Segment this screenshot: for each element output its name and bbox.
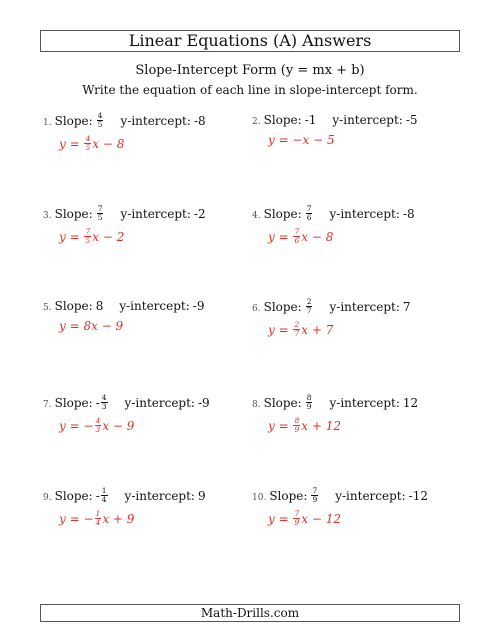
answer-suffix: x + 9	[102, 512, 135, 526]
answer-equation	[268, 229, 462, 246]
slope-fraction	[306, 394, 313, 411]
answer-prefix: y = −	[59, 512, 94, 526]
answer-fraction	[95, 510, 102, 527]
slope-fraction-denominator: 3	[101, 402, 107, 411]
slope-label: Slope:	[263, 396, 302, 410]
intercept-group	[120, 207, 205, 221]
answer-equation	[59, 418, 253, 435]
problem-prompt	[43, 488, 253, 505]
slope-fraction-numerator: 8	[306, 393, 312, 402]
answer-prefix: y = 8x − 9	[59, 319, 124, 333]
intercept-value: 9	[197, 489, 206, 503]
intercept-label: y-intercept:	[124, 489, 195, 503]
slope-fraction-denominator: 9	[306, 402, 312, 411]
slope-label: Slope:	[263, 300, 302, 314]
answer-fraction-numerator: 4	[95, 416, 101, 425]
slope-fraction-denominator: 5	[97, 120, 103, 129]
slope-fraction	[101, 487, 108, 504]
slope-fraction-numerator: 4	[97, 111, 103, 120]
slope-sign: -	[95, 489, 100, 503]
footer: Math-Drills.com	[40, 604, 460, 622]
problem-item	[252, 299, 462, 339]
slope-fraction	[306, 205, 313, 222]
slope-fraction-numerator: 1	[101, 486, 107, 495]
intercept-value: -2	[193, 207, 206, 221]
problem-number: 6.	[252, 304, 261, 314]
answer-fraction-numerator: 4	[85, 134, 91, 143]
answer-fraction	[293, 417, 300, 434]
slope-label: Slope:	[54, 396, 93, 410]
slope-fraction-numerator: 7	[97, 204, 103, 213]
answer-fraction-numerator: 1	[95, 509, 101, 518]
answer-suffix: x − 12	[301, 512, 341, 526]
slope-label: Slope:	[263, 207, 302, 221]
answer-fraction-denominator: 7	[294, 329, 300, 338]
intercept-label: y-intercept:	[120, 207, 191, 221]
problem-prompt	[252, 299, 462, 316]
slope-label: Slope:	[263, 113, 302, 127]
problem-prompt	[43, 206, 253, 223]
problem-prompt	[43, 395, 253, 412]
answer-equation	[59, 319, 253, 333]
intercept-label: y-intercept:	[329, 207, 400, 221]
intercept-value: -9	[197, 396, 210, 410]
problem-prompt	[43, 113, 253, 130]
problem-prompt	[252, 113, 462, 127]
intercept-value: -9	[192, 299, 205, 313]
slope-label: Slope:	[54, 114, 93, 128]
answer-prefix: y =	[268, 419, 293, 433]
problem-item	[43, 206, 253, 246]
intercept-label: y-intercept:	[124, 396, 195, 410]
slope-fraction-denominator: 6	[306, 213, 312, 222]
answer-prefix: y = −	[59, 419, 94, 433]
answer-suffix: x + 7	[301, 323, 334, 337]
intercept-value: -12	[408, 489, 428, 503]
answer-fraction-denominator: 5	[85, 143, 91, 152]
intercept-label: y-intercept:	[329, 396, 400, 410]
problem-item	[252, 488, 462, 528]
slope-fraction-denominator: 7	[306, 306, 312, 315]
problem-item	[43, 113, 253, 153]
intercept-group	[332, 113, 417, 127]
answer-equation	[59, 136, 253, 153]
slope-fraction	[311, 487, 318, 504]
problem-item	[252, 395, 462, 435]
answer-fraction-denominator: 3	[95, 425, 101, 434]
slope-fraction-denominator: 9	[312, 495, 318, 504]
intercept-value: 7	[402, 300, 411, 314]
answer-fraction	[293, 510, 300, 527]
intercept-value: -8	[193, 114, 206, 128]
slope-fraction	[97, 112, 104, 129]
problem-number: 10.	[252, 493, 267, 503]
problem-item	[43, 299, 253, 333]
slope-fraction-numerator: 7	[312, 486, 318, 495]
answer-prefix: y =	[268, 230, 293, 244]
answer-prefix: y =	[59, 137, 84, 151]
answer-fraction	[84, 135, 91, 152]
slope-label: Slope:	[54, 207, 93, 221]
answer-fraction	[293, 228, 300, 245]
answer-prefix: y =	[268, 512, 293, 526]
answer-prefix: y =	[59, 230, 84, 244]
answer-suffix: x + 12	[301, 419, 341, 433]
slope-fraction	[101, 394, 108, 411]
answer-fraction-denominator: 9	[294, 518, 300, 527]
intercept-label: y-intercept:	[119, 299, 190, 313]
slope-fraction-denominator: 4	[101, 495, 107, 504]
slope-fraction	[306, 298, 313, 315]
answer-fraction-denominator: 9	[294, 425, 300, 434]
answer-suffix: x − 8	[301, 230, 334, 244]
intercept-group	[335, 489, 428, 503]
answer-equation	[59, 511, 253, 528]
problem-prompt	[252, 395, 462, 412]
answer-equation	[268, 322, 462, 339]
problem-item	[252, 206, 462, 246]
slope-fraction-numerator: 2	[306, 297, 312, 306]
answer-suffix: x − 2	[92, 230, 125, 244]
slope-fraction-numerator: 4	[101, 393, 107, 402]
intercept-label: y-intercept:	[120, 114, 191, 128]
slope-value: 8	[95, 299, 104, 313]
intercept-group	[329, 207, 414, 221]
answer-fraction	[84, 228, 91, 245]
intercept-value: -5	[405, 113, 418, 127]
problem-prompt	[252, 488, 462, 505]
answer-fraction-numerator: 7	[85, 227, 91, 236]
intercept-group	[329, 396, 418, 410]
answer-fraction-numerator: 7	[294, 227, 300, 236]
slope-label: Slope:	[54, 299, 93, 313]
answer-fraction-denominator: 6	[294, 236, 300, 245]
problem-prompt	[252, 206, 462, 223]
problem-prompt	[43, 299, 253, 313]
answer-equation	[268, 133, 462, 147]
intercept-group	[125, 489, 206, 503]
intercept-group	[125, 396, 210, 410]
answer-fraction-numerator: 8	[294, 416, 300, 425]
intercept-label: y-intercept:	[329, 300, 400, 314]
intercept-label: y-intercept:	[335, 489, 406, 503]
slope-label: Slope:	[269, 489, 308, 503]
slope-sign: -	[95, 396, 100, 410]
problem-number: 2.	[252, 117, 261, 127]
problem-item	[43, 395, 253, 435]
slope-value: -1	[304, 113, 317, 127]
problem-number: 1.	[43, 118, 52, 128]
answer-prefix: y = −x − 5	[268, 133, 335, 147]
answer-equation	[268, 418, 462, 435]
answer-fraction-denominator: 4	[95, 518, 101, 527]
problem-number: 4.	[252, 211, 261, 221]
answer-suffix: x − 9	[102, 419, 135, 433]
answer-fraction	[293, 321, 300, 338]
intercept-value: -8	[402, 207, 415, 221]
problem-number: 3.	[43, 211, 52, 221]
answer-equation	[268, 511, 462, 528]
slope-fraction-numerator: 7	[306, 204, 312, 213]
intercept-group	[120, 114, 205, 128]
problem-item	[252, 113, 462, 147]
intercept-value: 12	[402, 396, 419, 410]
intercept-group	[119, 299, 204, 313]
answer-suffix: x − 8	[92, 137, 125, 151]
intercept-group	[329, 300, 410, 314]
answer-fraction-numerator: 2	[294, 320, 300, 329]
problem-number: 7.	[43, 400, 52, 410]
problem-item	[43, 488, 253, 528]
intercept-label: y-intercept:	[332, 113, 403, 127]
problem-number: 8.	[252, 400, 261, 410]
answer-fraction-denominator: 5	[85, 236, 91, 245]
slope-fraction-denominator: 5	[97, 213, 103, 222]
problem-number: 5.	[43, 303, 52, 313]
problem-number: 9.	[43, 493, 52, 503]
slope-fraction	[97, 205, 104, 222]
worksheet-subtitle: Slope-Intercept Form (y = mx + b)	[135, 63, 365, 78]
answer-fraction	[95, 417, 102, 434]
answer-prefix: y =	[268, 323, 293, 337]
answer-fraction-numerator: 7	[294, 509, 300, 518]
slope-label: Slope:	[54, 489, 93, 503]
worksheet-title: Linear Equations (A) Answers	[40, 30, 460, 52]
worksheet-instructions: Write the equation of each line in slope-intercept form.	[82, 83, 418, 97]
answer-equation	[59, 229, 253, 246]
